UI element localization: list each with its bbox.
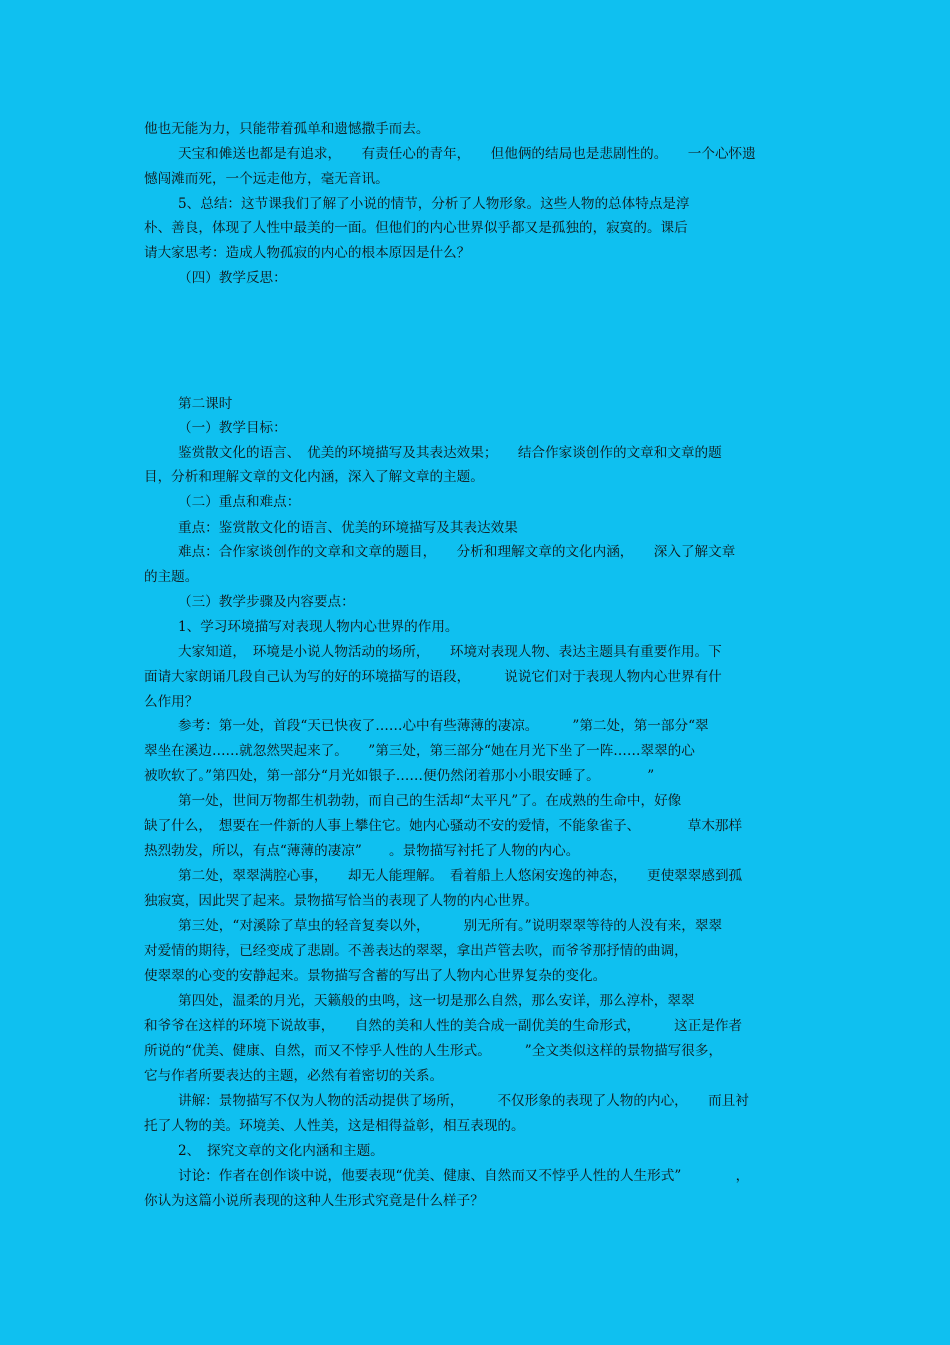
text-line: 1、学习环境描写对表现人物内心世界的作用。 [178, 619, 459, 635]
text-line: 独寂寞，因此哭了起来。景物描写恰当的表现了人物的内心世界。 [144, 893, 539, 909]
text-line: 你认为这篇小说所表现的这种人生形式究竟是什么样子？ [144, 1193, 484, 1209]
text-line: 讨论：作者在创作谈中说，他要表现“优美、健康、自然而又不悖乎人性的人生形式” ， [178, 1168, 750, 1184]
lesson-title: 第二课时 [178, 396, 233, 412]
text-line: 的主题。 [144, 569, 199, 585]
text-line: 么作用？ [144, 694, 199, 710]
text-line: 翠坐在溪边……就忽然哭起来了。 ”第三处，第三部分“她在月光下坐了一阵……翠翠的心 [144, 743, 695, 759]
text-line: 2、 探究文章的文化内涵和主题。 [178, 1143, 384, 1159]
text-line: 和爷爷在这样的环境下说故事， 自然的美和人性的美合成一副优美的生命形式， 这正是作者 [144, 1018, 743, 1034]
text-line: 重点：鉴赏散文化的语言、优美的环境描写及其表达效果 [178, 520, 518, 536]
section-heading: （三）教学步骤及内容要点： [178, 594, 355, 610]
text-line: 它与作者所要表达的主题，必然有着密切的关系。 [144, 1068, 444, 1084]
text-line: 鉴赏散文化的语言、 优美的环境描写及其表达效果； 结合作家谈创作的文章和文章的题 [178, 445, 722, 461]
text-line: 难点：合作家谈创作的文章和文章的题目， 分析和理解文章的文化内涵， 深入了解文章 [178, 544, 736, 560]
text-line: 面请大家朗诵几段自己认为写的好的环境描写的语段， 说说它们对于表现人物内心世界有什 [144, 669, 722, 685]
text-line: 第二处，翠翠满腔心事， 却无人能理解。 看着船上人悠闲安逸的神态， 更使翠翠感到孤 [178, 868, 743, 884]
text-line: 第四处，温柔的月光，天籁般的虫鸣，这一切是那么自然，那么安详，那么淳朴，翠翠 [178, 993, 695, 1009]
text-line: 他也无能为力，只能带着孤单和遗憾撒手而去。 [144, 121, 430, 137]
text-line: 所说的“优美、健康、自然，而又不悖乎人性的人生形式。 ”全文类似这样的景物描写很多， [144, 1043, 723, 1059]
section-heading: （四）教学反思： [178, 270, 287, 286]
text-line: 托了人物的美。环境美、人性美，这是相得益彰，相互表现的。 [144, 1118, 525, 1134]
text-line: 天宝和傩送也都是有追求， 有责任心的青年， 但他俩的结局也是悲剧性的。 一个心怀遗 [178, 146, 756, 162]
text-line: 缺了什么， 想要在一件新的人事上攀住它。她内心骚动不安的爱情，不能象雀子、 草木那样 [144, 818, 743, 834]
text-line: 目，分析和理解文章的文化内涵，深入了解文章的主题。 [144, 469, 484, 485]
text-line: 第一处，世间万物都生机勃勃，而自己的生活却“太平凡”了。在成熟的生命中，好像 [178, 793, 682, 809]
text-line: 憾闯滩而死，一个远走他方，毫无音讯。 [144, 171, 389, 187]
text-line: 使翠翠的心变的安静起来。景物描写含蓄的写出了人物内心世界复杂的变化。 [144, 968, 607, 984]
text-line: 请大家思考：造成人物孤寂的内心的根本原因是什么？ [144, 245, 471, 261]
text-line: 讲解：景物描写不仅为人物的活动提供了场所， 不仅形象的表现了人物的内心， 而且衬 [178, 1093, 749, 1109]
text-line: 对爱情的期待，已经变成了悲剧。不善表达的翠翠，拿出芦管去吹，而爷爷那抒情的曲调， [144, 943, 688, 959]
text-line: 大家知道， 环境是小说人物活动的场所， 环境对表现人物、表达主题具有重要作用。下 [178, 644, 722, 660]
text-line: 朴、善良，体现了人性中最美的一面。但他们的内心世界似乎都又是孤独的，寂寞的。课后 [144, 220, 688, 236]
text-line: 被吹软了。”第四处，第一部分“月光如银子……便仍然闭着那小小眼安睡了。 ” [144, 768, 655, 784]
section-heading: （二）重点和难点： [178, 494, 301, 510]
text-line: 热烈勃发，所以，有点“薄薄的凄凉” 。景物描写衬托了人物的内心。 [144, 843, 580, 859]
text-line: 5、总结：这节课我们了解了小说的情节，分析了人物形象。这些人物的总体特点是淳 [178, 196, 690, 212]
text-line: 第三处，“对溪除了草虫的轻音复奏以外， 别无所有。”说明翠翠等待的人没有来，翠翠 [178, 918, 723, 934]
text-line: 参考：第一处，首段“天已快夜了……心中有些薄薄的凄凉。 ”第二处，第一部分“翠 [178, 718, 709, 734]
section-heading: （一）教学目标： [178, 420, 287, 436]
